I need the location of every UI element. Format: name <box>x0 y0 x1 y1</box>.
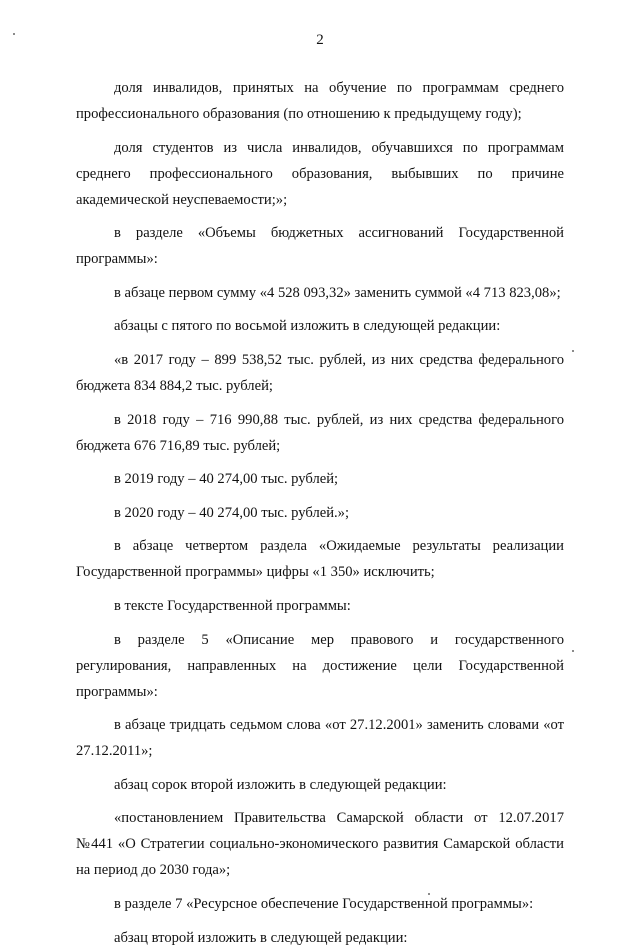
paragraph: в разделе 7 «Ресурсное обеспечение Государственной программы»: <box>114 895 534 912</box>
paragraph: абзацы с пятого по восьмой изложить в следующей редакции: <box>114 318 501 335</box>
paragraph: в абзаце четвертом раздела «Ожидаемые результаты реализации Государственной программы» цифры «1 350» исключить; <box>76 538 564 581</box>
paragraph: «в 2017 году – 899 538,52 тыс. рублей, из них средства федерального бюджета 834 884,2 тыс. рублей; <box>76 351 564 394</box>
scan-speck <box>572 650 574 652</box>
scan-speck <box>572 350 574 352</box>
page-number: 2 <box>316 32 324 48</box>
paragraph: доля студентов из числа инвалидов, обучавшихся по программам среднего профессионального образования, выбывших по причине академической неуспеваемости;»; <box>76 139 564 208</box>
paragraph: в абзаце первом сумму «4 528 093,32» заменить суммой «4 713 823,08»; <box>114 284 561 301</box>
paragraph: в 2019 году – 40 274,00 тыс. рублей; <box>114 471 339 488</box>
scan-speck <box>428 893 430 895</box>
paragraph: абзац второй изложить в следующей редакции: <box>114 929 408 946</box>
paragraph: в абзаце тридцать седьмом слова «от 27.12.2001» заменить словами «от 27.12.2011»; <box>76 717 564 760</box>
paragraph: абзац сорок второй изложить в следующей редакции: <box>114 776 447 793</box>
scan-speck <box>13 33 15 35</box>
paragraph: в разделе 5 «Описание мер правового и государственного регулирования, направленных на достижение цели Государственной программы»: <box>76 631 564 700</box>
paragraph: в тексте Государственной программы: <box>114 597 351 614</box>
document-body <box>76 75 564 951</box>
paragraph: «постановлением Правительства Самарской области от 12.07.2017 №441 «О Стратегии социально-экономического развития Самарской области на период до 2030 года»; <box>76 810 564 879</box>
paragraph: доля инвалидов, принятых на обучение по программам среднего профессионального образования (по отношению к предыдущему году); <box>76 80 564 122</box>
paragraph: в разделе «Объемы бюджетных ассигнований Государственной программы»: <box>76 225 564 268</box>
paragraph: в 2020 году – 40 274,00 тыс. рублей.»; <box>114 504 350 521</box>
paragraph: в 2018 году – 716 990,88 тыс. рублей, из них средства федерального бюджета 676 716,89 тыс. рублей; <box>76 411 564 454</box>
